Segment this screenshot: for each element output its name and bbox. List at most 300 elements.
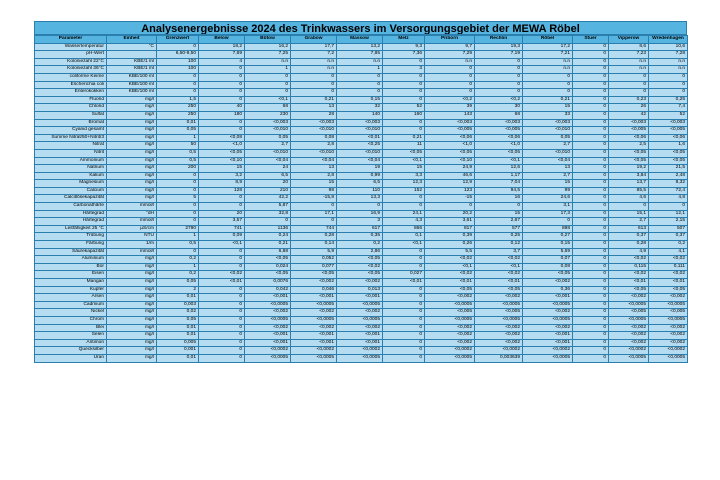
value-cell: 42 [609, 111, 649, 119]
value-cell: <0,0005 [523, 354, 573, 362]
value-cell: <0,002 [291, 309, 337, 317]
value-cell: <0,001 [245, 294, 291, 302]
unit-cell: mg/l [107, 149, 157, 157]
value-cell: 0,35 [337, 233, 383, 241]
value-cell: 13,2 [337, 43, 383, 51]
parameter-cell: Koloniezahl 36°C [35, 66, 107, 74]
table-row [35, 165, 688, 173]
value-cell: 4,1 [649, 248, 688, 256]
value-cell: n.n [337, 58, 383, 66]
value-cell: 0 [199, 324, 245, 332]
value-cell: 3,2 [199, 172, 245, 180]
value-cell: <0,002 [425, 324, 475, 332]
value-cell: <0,005 [609, 309, 649, 317]
value-cell: 0 [475, 58, 523, 66]
value-cell: 0 [573, 89, 609, 97]
value-cell: 0 [573, 271, 609, 279]
unit-cell: mg/l [107, 165, 157, 173]
parameter-cell: Magnesium [35, 180, 107, 188]
value-cell: 7,28 [649, 51, 688, 59]
value-cell: <0,002 [475, 332, 523, 340]
value-cell: <0,002 [337, 309, 383, 317]
value-cell: 50 [157, 142, 199, 150]
value-cell: <0,05 [609, 157, 649, 165]
value-cell: <0,0005 [425, 316, 475, 324]
value-cell: <0,0002 [425, 347, 475, 355]
value-cell: 0,01 [157, 324, 199, 332]
table-row [35, 66, 688, 74]
parameter-cell: Carbonathärte [35, 203, 107, 211]
value-cell: <0,002 [425, 339, 475, 347]
value-cell: 2790 [157, 225, 199, 233]
value-cell: 0 [649, 203, 688, 211]
unit-cell: mg/l [107, 316, 157, 324]
value-cell: <0,0002 [649, 347, 688, 355]
value-cell: 2,8 [291, 172, 337, 180]
value-cell: 128 [199, 187, 245, 195]
value-cell: 0,28 [291, 233, 337, 241]
value-cell: <0,003 [245, 119, 291, 127]
value-cell: 0,37 [609, 233, 649, 241]
value-cell: 1,5 [157, 96, 199, 104]
value-cell: 0 [573, 210, 609, 218]
value-cell: <0,005 [425, 309, 475, 317]
unit-cell: mg/l [107, 157, 157, 165]
value-cell: 0 [157, 248, 199, 256]
unit-cell: mg/l [107, 104, 157, 112]
value-cell: 6,5 [337, 180, 383, 188]
unit-cell: µS/cm [107, 225, 157, 233]
value-cell: 0,111 [649, 263, 688, 271]
column-header: Massow [337, 36, 383, 44]
value-cell: <0,002 [649, 339, 688, 347]
table-row [35, 81, 688, 89]
value-cell: 0 [573, 43, 609, 51]
table-row [35, 233, 688, 241]
value-cell: 0 [157, 180, 199, 188]
table-row [35, 294, 688, 302]
value-cell: 0,15 [523, 241, 573, 249]
value-cell: <0,05 [383, 149, 425, 157]
value-cell: 0,05 [157, 279, 199, 287]
value-cell: 0,052 [291, 256, 337, 264]
value-cell: 143 [425, 111, 475, 119]
table-row [35, 96, 688, 104]
value-cell: <0,04 [245, 157, 291, 165]
value-cell: 0 [383, 203, 425, 211]
value-cell: 0 [573, 301, 609, 309]
value-cell: 8,9 [199, 180, 245, 188]
table-row [35, 248, 688, 256]
value-cell: 13,3 [337, 195, 383, 203]
value-cell: 0,21 [523, 96, 573, 104]
value-cell: <0,0005 [245, 301, 291, 309]
column-header: Rechlin [475, 36, 523, 44]
value-cell: 15 [383, 165, 425, 173]
value-cell: 0 [245, 73, 291, 81]
value-cell: 3,1 [523, 203, 573, 211]
value-cell: 0,12 [475, 241, 523, 249]
value-cell: 0 [245, 89, 291, 97]
value-cell: <0,02 [649, 256, 688, 264]
value-cell: 0 [291, 218, 337, 226]
value-cell: 6,5 [245, 172, 291, 180]
value-cell: <0,002 [337, 279, 383, 287]
value-cell: 0 [383, 81, 425, 89]
value-cell: -15,8 [291, 195, 337, 203]
value-cell: 817 [425, 225, 475, 233]
value-cell: 0 [199, 73, 245, 81]
value-cell: <0,001 [291, 332, 337, 340]
value-cell: 2,15 [649, 218, 688, 226]
value-cell: <0,1 [425, 263, 475, 271]
value-cell: 0 [383, 294, 425, 302]
value-cell: <0,05 [425, 286, 475, 294]
value-cell: 1 [157, 134, 199, 142]
value-cell: 0 [573, 66, 609, 74]
value-cell: 0 [291, 89, 337, 97]
value-cell: <0,05 [475, 286, 523, 294]
value-cell: 0 [383, 339, 425, 347]
parameter-cell: Säurekapazität [35, 248, 107, 256]
value-cell: 2,7 [523, 142, 573, 150]
value-cell: 0,01 [157, 294, 199, 302]
value-cell: <0,05 [475, 149, 523, 157]
value-cell: 0 [157, 89, 199, 97]
value-cell: <0,005 [609, 127, 649, 135]
value-cell: 0 [425, 81, 475, 89]
value-cell: 0 [383, 248, 425, 256]
unit-cell: mg/l [107, 324, 157, 332]
value-cell: 0 [609, 73, 649, 81]
value-cell: <0,05 [425, 149, 475, 157]
table-row [35, 279, 688, 287]
value-cell: 0 [573, 96, 609, 104]
value-cell: <0,001 [337, 339, 383, 347]
value-cell: <0,0005 [523, 316, 573, 324]
value-cell: 0 [573, 332, 609, 340]
unit-cell: mg/l [107, 96, 157, 104]
value-cell: 12,3 [383, 180, 425, 188]
value-cell: 0 [573, 149, 609, 157]
value-cell: 28 [291, 111, 337, 119]
table-row [35, 172, 688, 180]
value-cell: -15 [425, 195, 475, 203]
unit-cell: mmol/l [107, 203, 157, 211]
value-cell: 3 [383, 66, 425, 74]
parameter-cell: Kalium [35, 172, 107, 180]
parameter-cell: Koloniezahl 22°C [35, 58, 107, 66]
value-cell: 0 [199, 301, 245, 309]
value-cell: 7,25 [245, 51, 291, 59]
value-cell: <0,002 [291, 279, 337, 287]
value-cell: <0,0005 [609, 301, 649, 309]
value-cell: 0 [157, 73, 199, 81]
value-cell: <0,0005 [475, 316, 523, 324]
parameter-cell: Chrom [35, 316, 107, 324]
unit-cell: mg/l [107, 347, 157, 355]
value-cell: <0,10 [199, 157, 245, 165]
value-cell: 0 [199, 66, 245, 74]
unit-cell: mg/l [107, 309, 157, 317]
value-cell: <0,002 [523, 324, 573, 332]
value-cell: 0 [291, 73, 337, 81]
value-cell: <0,010 [245, 127, 291, 135]
value-cell: 0 [199, 347, 245, 355]
table-row [35, 271, 688, 279]
value-cell: 1,17 [475, 172, 523, 180]
value-cell: 0 [291, 203, 337, 211]
value-cell: 16 [475, 195, 523, 203]
unit-cell: KBE/1 ml [107, 58, 157, 66]
value-cell: 0 [199, 81, 245, 89]
value-cell: 0,027 [383, 271, 425, 279]
sheet-title: Analysenergebnisse 2024 des Trinkwassers im Versorgungsgebiet der MEWA Röbel [34, 21, 687, 35]
value-cell: 898 [523, 225, 573, 233]
value-cell: <0,002 [425, 332, 475, 340]
value-cell: 0 [573, 180, 609, 188]
value-cell: <0,002 [649, 294, 688, 302]
value-cell: 0 [475, 203, 523, 211]
value-cell: <0,2 [425, 96, 475, 104]
value-cell: n.n [523, 66, 573, 74]
table-body [35, 43, 688, 362]
value-cell: 507 [649, 225, 688, 233]
value-cell: 4 [199, 58, 245, 66]
value-cell: 0 [573, 324, 609, 332]
value-cell: 0 [199, 195, 245, 203]
value-cell: 0 [425, 89, 475, 97]
value-cell: 17,2 [523, 43, 573, 51]
value-cell: 0 [573, 294, 609, 302]
parameter-cell: Arsen [35, 294, 107, 302]
value-cell: 0,001 [157, 347, 199, 355]
value-cell: 0,07 [523, 256, 573, 264]
value-cell: 3,84 [609, 172, 649, 180]
value-cell: 4,3 [383, 218, 425, 226]
value-cell: 15 [291, 180, 337, 188]
value-cell: <0,0005 [523, 301, 573, 309]
value-cell: <0,04 [291, 157, 337, 165]
value-cell: 1136 [245, 225, 291, 233]
value-cell: <0,02 [475, 256, 523, 264]
value-cell: 2,5 [609, 142, 649, 150]
value-cell: 1 [157, 263, 199, 271]
unit-cell: mg/l [107, 332, 157, 340]
value-cell: <0,0005 [291, 301, 337, 309]
value-cell: 46,6 [425, 172, 475, 180]
value-cell: 0 [199, 309, 245, 317]
parameter-cell: Natrium [35, 165, 107, 173]
value-cell: 0 [573, 225, 609, 233]
parameter-cell: Antimon [35, 339, 107, 347]
value-cell: 9,3 [383, 43, 425, 51]
value-cell: <0,003 [649, 119, 688, 127]
value-cell: 0 [573, 256, 609, 264]
value-cell: <0,003 [425, 119, 475, 127]
value-cell: 7,29 [425, 51, 475, 59]
value-cell: 0 [425, 73, 475, 81]
unit-cell: mg/l [107, 354, 157, 362]
value-cell: 0 [573, 51, 609, 59]
value-cell: <0,001 [337, 332, 383, 340]
value-cell: <0,06 [475, 134, 523, 142]
value-cell: 0 [649, 81, 688, 89]
parameter-cell: Härtegrad [35, 210, 107, 218]
value-cell: <0,0002 [245, 347, 291, 355]
value-cell: 85,5 [609, 187, 649, 195]
value-cell: <0,0005 [291, 354, 337, 362]
value-cell: <0,0005 [649, 301, 688, 309]
value-cell: 0 [383, 263, 425, 271]
value-cell: 0 [573, 316, 609, 324]
value-cell: n.n [609, 58, 649, 66]
value-cell: 0,01 [157, 119, 199, 127]
value-cell: <0,06 [609, 134, 649, 142]
value-cell: <0,01 [609, 279, 649, 287]
value-cell: 0 [573, 165, 609, 173]
unit-cell: mg/l [107, 172, 157, 180]
value-cell: 744 [291, 225, 337, 233]
value-cell: 0 [199, 354, 245, 362]
unit-cell: °dH [107, 210, 157, 218]
table-row [35, 210, 688, 218]
value-cell: 20 [199, 210, 245, 218]
value-cell: <0,002 [609, 324, 649, 332]
value-cell: 0 [199, 89, 245, 97]
value-cell: 7,21 [523, 51, 573, 59]
value-cell: 0 [383, 73, 425, 81]
value-cell: 0 [573, 286, 609, 294]
parameter-cell: Ammonium [35, 157, 107, 165]
value-cell: 0 [573, 263, 609, 271]
table-row [35, 218, 688, 226]
column-header: Wredenhagen [649, 36, 688, 44]
unit-cell: mg/l [107, 279, 157, 287]
parameter-cell: Chlorid [35, 104, 107, 112]
value-cell: <0,0005 [245, 354, 291, 362]
header-row [35, 36, 688, 44]
value-cell: <1,0 [199, 142, 245, 150]
value-cell: <0,010 [337, 149, 383, 157]
value-cell: 9,7 [425, 43, 475, 51]
unit-cell: mg/l [107, 111, 157, 119]
value-cell: 98 [291, 187, 337, 195]
value-cell: 0 [245, 218, 291, 226]
parameter-cell: Cadmium [35, 301, 107, 309]
value-cell: <0,0002 [523, 347, 573, 355]
value-cell: 5,5 [425, 248, 475, 256]
value-cell: 0,23 [609, 96, 649, 104]
value-cell: 1 [337, 66, 383, 74]
value-cell: 8,6 [609, 43, 649, 51]
value-cell: 0 [573, 195, 609, 203]
value-cell: 0 [199, 263, 245, 271]
table-row [35, 134, 688, 142]
parameter-cell: Bor [35, 263, 107, 271]
value-cell: 0,077 [291, 263, 337, 271]
value-cell: <0,05 [245, 256, 291, 264]
unit-cell: °C [107, 43, 157, 51]
value-cell: <0,001 [523, 339, 573, 347]
unit-cell: KBE/100 ml [107, 81, 157, 89]
value-cell: 0,05 [523, 134, 573, 142]
value-cell: 0 [291, 81, 337, 89]
value-cell: 0 [573, 127, 609, 135]
value-cell: <0,05 [245, 271, 291, 279]
parameter-cell: Bromat [35, 119, 107, 127]
value-cell: <0,001 [523, 332, 573, 340]
value-cell: <0,02 [609, 256, 649, 264]
table-row [35, 263, 688, 271]
value-cell: 0 [383, 332, 425, 340]
value-cell: 13 [291, 165, 337, 173]
value-cell: 0 [157, 81, 199, 89]
value-cell: <0,001 [245, 332, 291, 340]
column-header: Vipperow [609, 36, 649, 44]
value-cell: <0,002 [649, 332, 688, 340]
value-cell: 5,69 [523, 248, 573, 256]
value-cell: <0,002 [609, 332, 649, 340]
value-cell: 0,15 [337, 96, 383, 104]
value-cell: 0 [157, 203, 199, 211]
value-cell: 16,9 [337, 210, 383, 218]
unit-cell: mg/l [107, 339, 157, 347]
value-cell: 230 [245, 111, 291, 119]
value-cell: 0 [573, 73, 609, 81]
value-cell: 3,61 [425, 218, 475, 226]
value-cell: 7,69 [199, 51, 245, 59]
value-cell: 24 [245, 165, 291, 173]
value-cell: 24,9 [425, 165, 475, 173]
value-cell: 0 [573, 172, 609, 180]
value-cell: 12,6 [475, 165, 523, 173]
value-cell: 0 [573, 354, 609, 362]
value-cell: 15 [475, 210, 523, 218]
column-header: Bütow [245, 36, 291, 44]
value-cell: 0 [573, 58, 609, 66]
value-cell: <0,04 [523, 157, 573, 165]
value-cell: 17,7 [291, 43, 337, 51]
value-cell: 0,21 [383, 134, 425, 142]
value-cell: 2,7 [609, 218, 649, 226]
value-cell: <0,003 [523, 119, 573, 127]
value-cell: n.n [245, 58, 291, 66]
value-cell: 0,2 [157, 256, 199, 264]
value-cell: <0,1 [199, 241, 245, 249]
unit-cell: mg/l [107, 195, 157, 203]
table-row [35, 347, 688, 355]
value-cell: <0,005 [425, 127, 475, 135]
value-cell: <0,01 [337, 134, 383, 142]
table-row [35, 119, 688, 127]
parameter-cell: Enterokokken [35, 89, 107, 97]
value-cell: 13 [523, 165, 573, 173]
column-header: Grenzwert [157, 36, 199, 44]
value-cell: <0,003 [475, 119, 523, 127]
value-cell: 42,2 [245, 195, 291, 203]
value-cell: <0,0002 [337, 347, 383, 355]
value-cell: 0 [383, 119, 425, 127]
value-cell: 0 [649, 73, 688, 81]
parameter-cell: Cyanid gesamt [35, 127, 107, 135]
value-cell: 0 [199, 256, 245, 264]
unit-cell: mg/l [107, 187, 157, 195]
value-cell: 3,7 [475, 248, 523, 256]
value-cell: n.n [291, 66, 337, 74]
value-cell: n.n [425, 58, 475, 66]
value-cell: <0,002 [475, 324, 523, 332]
